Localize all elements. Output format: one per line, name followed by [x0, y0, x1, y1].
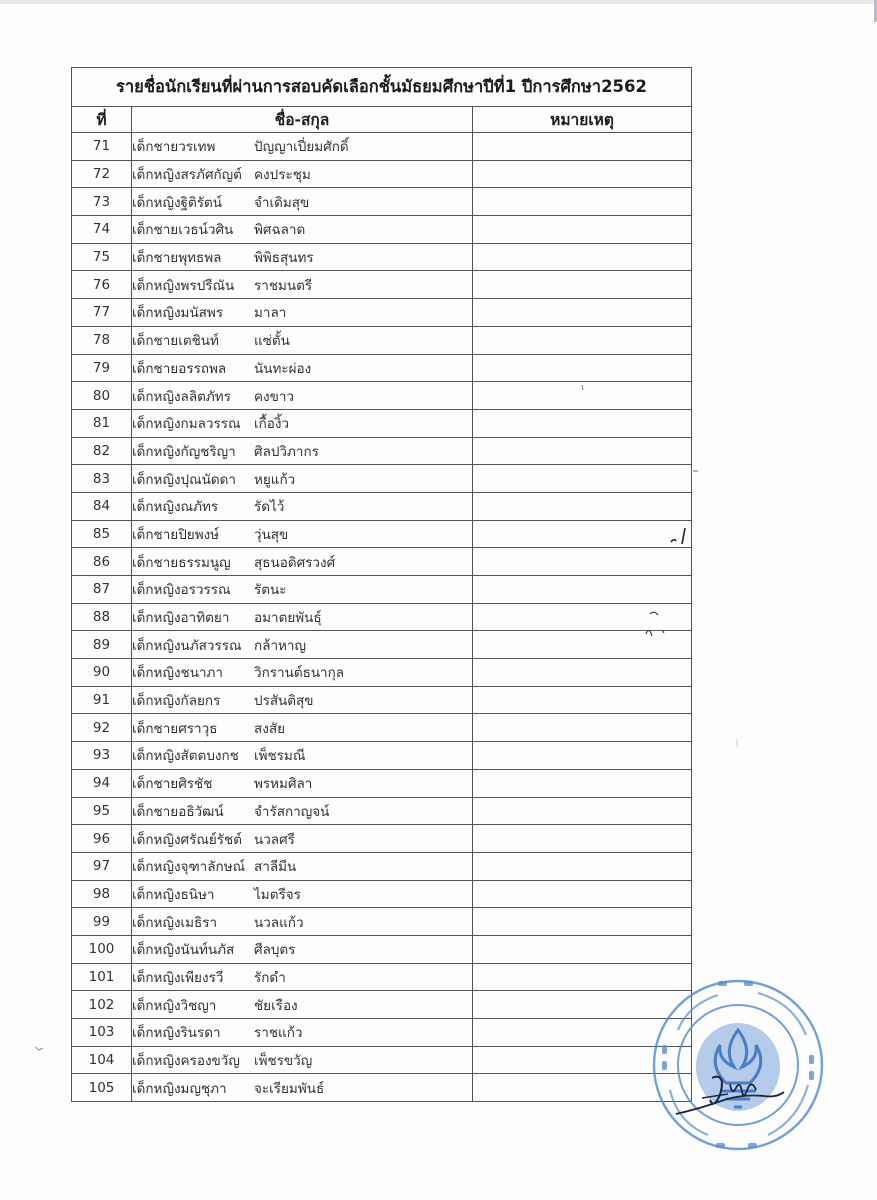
- note-cell: [473, 133, 692, 161]
- scan-mark: [692, 468, 700, 474]
- student-last-name: เพ็ชรมณี: [254, 748, 306, 765]
- student-last-name: สาลีมีน: [254, 859, 297, 876]
- student-first-name: เด็กหญิงชนาภา: [132, 665, 223, 682]
- row-number: 90: [72, 659, 132, 687]
- scan-mark: [580, 384, 586, 392]
- table-row: [72, 659, 692, 687]
- student-last-name: หยูแก้ว: [254, 471, 296, 488]
- table-row: [72, 409, 692, 437]
- student-roster-table: [71, 67, 692, 1102]
- student-first-name: เด็กหญิงอรวรรณ: [132, 582, 231, 599]
- note-cell: [473, 160, 692, 188]
- student-last-name: แซ่ตั้น: [254, 333, 290, 350]
- table-row: [72, 908, 692, 936]
- student-last-name: จะเรียมพันธ์: [254, 1080, 325, 1097]
- scan-top-edge: [0, 0, 877, 4]
- row-number: 72: [72, 160, 132, 188]
- note-cell: [473, 326, 692, 354]
- table-header-row: [72, 107, 692, 133]
- student-last-name: รัตนะ: [254, 582, 287, 599]
- row-number: 101: [72, 963, 132, 991]
- table-row: [72, 1019, 692, 1047]
- row-number: 76: [72, 271, 132, 299]
- table-row: [72, 991, 692, 1019]
- student-first-name: เด็กหญิงจุฑาลักษณ์: [132, 859, 246, 876]
- student-name-cell: [132, 991, 473, 1019]
- student-first-name: เด็กหญิงพรปรีณัน: [132, 277, 235, 294]
- student-last-name: ศีลบุตร: [254, 942, 296, 959]
- student-name-cell: [132, 686, 473, 714]
- student-first-name: เด็กชายวรเทพ: [132, 139, 216, 156]
- student-last-name: จำเดิมสุข: [254, 194, 310, 211]
- student-last-name: นวลแก้ว: [254, 914, 304, 931]
- student-first-name: เด็กหญิงสรภัศกัญต์: [132, 167, 242, 184]
- table-row: [72, 492, 692, 520]
- student-first-name: เด็กหญิงรินรดา: [132, 1025, 221, 1042]
- student-name-cell: [132, 216, 473, 244]
- student-name-cell: [132, 603, 473, 631]
- student-last-name: ปัญญาเปี่ยมศักดิ์: [254, 139, 349, 156]
- student-first-name: เด็กหญิงสัตตบงกช: [132, 748, 239, 765]
- column-header-note: หมายเหตุ: [473, 107, 692, 133]
- student-name-cell: [132, 492, 473, 520]
- student-name-cell: [132, 852, 473, 880]
- student-first-name: เด็กชายศราวุธ: [132, 720, 218, 737]
- table-row: [72, 188, 692, 216]
- column-header-name: ชื่อ-สกุล: [132, 107, 473, 133]
- student-last-name: พิพิธสุนทร: [254, 250, 314, 267]
- row-number: 105: [72, 1074, 132, 1102]
- student-name-cell: [132, 326, 473, 354]
- student-last-name: ปรสันติสุข: [254, 693, 314, 710]
- student-name-cell: [132, 465, 473, 493]
- row-number: 88: [72, 603, 132, 631]
- student-name-cell: [132, 548, 473, 576]
- student-name-cell: [132, 520, 473, 548]
- row-number: 96: [72, 825, 132, 853]
- table-row: [72, 520, 692, 548]
- student-last-name: เกื้องิ้ว: [254, 416, 290, 433]
- row-number: 80: [72, 382, 132, 410]
- student-first-name: เด็กชายอธิวัฒน์: [132, 803, 224, 820]
- scan-mark: [34, 1046, 44, 1052]
- student-last-name: คงประชุม: [254, 167, 311, 184]
- student-first-name: เด็กหญิงเมธิรา: [132, 914, 218, 931]
- table-row: [72, 216, 692, 244]
- student-last-name: ราชมนตรี: [254, 277, 313, 294]
- note-cell: [473, 188, 692, 216]
- student-first-name: เด็กชายเวธน์วศิน: [132, 222, 234, 239]
- table-row: [72, 576, 692, 604]
- student-first-name: เด็กชายพุทธพล: [132, 250, 222, 267]
- student-name-cell: [132, 797, 473, 825]
- student-first-name: เด็กหญิงมญชุภา: [132, 1080, 227, 1097]
- student-name-cell: [132, 714, 473, 742]
- table-row: [72, 1074, 692, 1102]
- row-number: 93: [72, 742, 132, 770]
- row-number: 104: [72, 1046, 132, 1074]
- table-row: [72, 825, 692, 853]
- row-number: 103: [72, 1019, 132, 1047]
- table-row: [72, 852, 692, 880]
- student-last-name: รัดไว้: [254, 499, 285, 516]
- row-number: 83: [72, 465, 132, 493]
- table-row: [72, 631, 692, 659]
- student-last-name: รักดำ: [254, 969, 286, 986]
- student-name-cell: [132, 963, 473, 991]
- student-first-name: เด็กหญิงวิชญา: [132, 997, 217, 1014]
- student-first-name: เด็กหญิงณภัทร: [132, 499, 219, 516]
- note-cell: [473, 299, 692, 327]
- student-name-cell: [132, 188, 473, 216]
- table-row: [72, 686, 692, 714]
- student-first-name: เด็กหญิงฐิติรัตน์: [132, 194, 223, 211]
- student-last-name: ราชแก้ว: [254, 1025, 303, 1042]
- student-name-cell: [132, 825, 473, 853]
- note-cell: [473, 576, 692, 604]
- student-first-name: เด็กชายธรรมนูญ: [132, 554, 231, 571]
- note-cell: [473, 908, 692, 936]
- note-cell: [473, 271, 692, 299]
- table-row: [72, 326, 692, 354]
- student-first-name: เด็กหญิงลลิตภัทร: [132, 388, 231, 405]
- student-last-name: อมาตยพันธุ์: [254, 610, 322, 627]
- student-last-name: วุ่นสุข: [254, 526, 289, 543]
- student-last-name: เพ็ชรขวัญ: [254, 1053, 313, 1070]
- student-first-name: เด็กชายเตชินท์: [132, 333, 219, 350]
- row-number: 74: [72, 216, 132, 244]
- row-number: 98: [72, 880, 132, 908]
- note-cell: [473, 686, 692, 714]
- row-number: 85: [72, 520, 132, 548]
- student-name-cell: [132, 1046, 473, 1074]
- document-title: รายชื่อนักเรียนที่ผ่านการสอบคัดเลือกชั้นมัธยมศึกษาปีที่1 ปีการศึกษา2562: [72, 68, 692, 107]
- student-name-cell: [132, 133, 473, 161]
- table-row: [72, 880, 692, 908]
- table-row: [72, 603, 692, 631]
- student-first-name: เด็กหญิงกมลวรรณ: [132, 416, 241, 433]
- student-last-name: นันทะผ่อง: [254, 360, 312, 377]
- row-number: 97: [72, 852, 132, 880]
- table-row: [72, 935, 692, 963]
- student-last-name: วิกรานต์ธนากุล: [254, 665, 345, 682]
- student-first-name: เด็กหญิงศรัณย์รัชต์: [132, 831, 242, 848]
- row-number: 94: [72, 769, 132, 797]
- row-number: 91: [72, 686, 132, 714]
- student-name-cell: [132, 659, 473, 687]
- student-last-name: คงขาว: [254, 388, 295, 405]
- note-cell: [473, 216, 692, 244]
- student-name-cell: [132, 576, 473, 604]
- pen-mark: [640, 606, 670, 642]
- student-first-name: เด็กหญิงมนัสพร: [132, 305, 224, 322]
- row-number: 95: [72, 797, 132, 825]
- student-last-name: นวลศรี: [254, 831, 295, 848]
- student-name-cell: [132, 271, 473, 299]
- student-last-name: พิศฉลาด: [254, 222, 306, 239]
- note-cell: [473, 492, 692, 520]
- table-row: [72, 465, 692, 493]
- note-cell: [473, 659, 692, 687]
- student-name-cell: [132, 1019, 473, 1047]
- note-cell: [473, 935, 692, 963]
- pen-mark: [668, 524, 690, 548]
- table-row: [72, 354, 692, 382]
- table-row: [72, 437, 692, 465]
- row-number: 102: [72, 991, 132, 1019]
- row-number: 92: [72, 714, 132, 742]
- student-last-name: ไมตรีจร: [254, 886, 301, 903]
- table-row: [72, 742, 692, 770]
- table-row: [72, 160, 692, 188]
- note-cell: [473, 437, 692, 465]
- row-number: 71: [72, 133, 132, 161]
- table-row: [72, 133, 692, 161]
- table-row: [72, 714, 692, 742]
- student-name-cell: [132, 409, 473, 437]
- student-first-name: เด็กหญิงนภัสวรรณ: [132, 637, 242, 654]
- note-cell: [473, 742, 692, 770]
- note-cell: [473, 520, 692, 548]
- student-first-name: เด็กหญิงครองขวัญ: [132, 1053, 240, 1070]
- student-first-name: เด็กหญิงอาทิตยา: [132, 610, 230, 627]
- student-name-cell: [132, 243, 473, 271]
- scan-mark: [735, 738, 739, 748]
- note-cell: [473, 354, 692, 382]
- student-first-name: เด็กหญิงปุณนัดดา: [132, 471, 236, 488]
- student-last-name: จำรัสกาญจน์: [254, 803, 330, 820]
- row-number: 86: [72, 548, 132, 576]
- student-name-cell: [132, 299, 473, 327]
- student-last-name: มาลา: [254, 305, 287, 322]
- student-first-name: เด็กหญิงเพียงรวี: [132, 969, 224, 986]
- student-first-name: เด็กหญิงธนิษา: [132, 886, 215, 903]
- student-first-name: เด็กชายปิยพงษ์: [132, 526, 220, 543]
- student-name-cell: [132, 437, 473, 465]
- student-last-name: พรหมศิลา: [254, 776, 313, 793]
- row-number: 89: [72, 631, 132, 659]
- note-cell: [473, 465, 692, 493]
- school-seal-stamp: [648, 975, 828, 1155]
- note-cell: [473, 769, 692, 797]
- student-first-name: เด็กชายอรรถพล: [132, 360, 227, 377]
- row-number: 79: [72, 354, 132, 382]
- table-row: [72, 797, 692, 825]
- row-number: 75: [72, 243, 132, 271]
- note-cell: [473, 548, 692, 576]
- student-name-cell: [132, 769, 473, 797]
- table-row: [72, 1046, 692, 1074]
- student-last-name: สุธนอดิศรวงศ์: [254, 554, 336, 571]
- row-number: 82: [72, 437, 132, 465]
- note-cell: [473, 880, 692, 908]
- column-header-no: ที่: [72, 107, 132, 133]
- student-name-cell: [132, 935, 473, 963]
- student-last-name: สงสัย: [254, 720, 285, 737]
- row-number: 78: [72, 326, 132, 354]
- table-row: [72, 382, 692, 410]
- student-first-name: เด็กหญิงกัลยกร: [132, 693, 221, 710]
- student-name-cell: [132, 354, 473, 382]
- student-name-cell: [132, 1074, 473, 1102]
- student-name-cell: [132, 382, 473, 410]
- table-row: [72, 769, 692, 797]
- note-cell: [473, 797, 692, 825]
- row-number: 77: [72, 299, 132, 327]
- note-cell: [473, 852, 692, 880]
- student-name-cell: [132, 160, 473, 188]
- table-row: [72, 548, 692, 576]
- handwritten-signature: [672, 1070, 787, 1122]
- table-row: [72, 243, 692, 271]
- student-first-name: เด็กชายศิรชัช: [132, 776, 213, 793]
- note-cell: [473, 243, 692, 271]
- row-number: 81: [72, 409, 132, 437]
- student-name-cell: [132, 908, 473, 936]
- row-number: 99: [72, 908, 132, 936]
- table-row: [72, 299, 692, 327]
- row-number: 73: [72, 188, 132, 216]
- student-last-name: ชัยเรือง: [254, 997, 298, 1014]
- note-cell: [473, 825, 692, 853]
- row-number: 100: [72, 935, 132, 963]
- student-name-cell: [132, 631, 473, 659]
- student-name-cell: [132, 742, 473, 770]
- note-cell: [473, 409, 692, 437]
- student-last-name: ศิลปวิภากร: [254, 443, 319, 460]
- student-first-name: เด็กหญิงกัญชริญา: [132, 443, 236, 460]
- student-last-name: กล้าหาญ: [254, 637, 307, 654]
- table-row: [72, 963, 692, 991]
- row-number: 84: [72, 492, 132, 520]
- table-row: [72, 271, 692, 299]
- student-name-cell: [132, 880, 473, 908]
- note-cell: [473, 714, 692, 742]
- row-number: 87: [72, 576, 132, 604]
- student-first-name: เด็กหญิงนันท์นภัส: [132, 942, 235, 959]
